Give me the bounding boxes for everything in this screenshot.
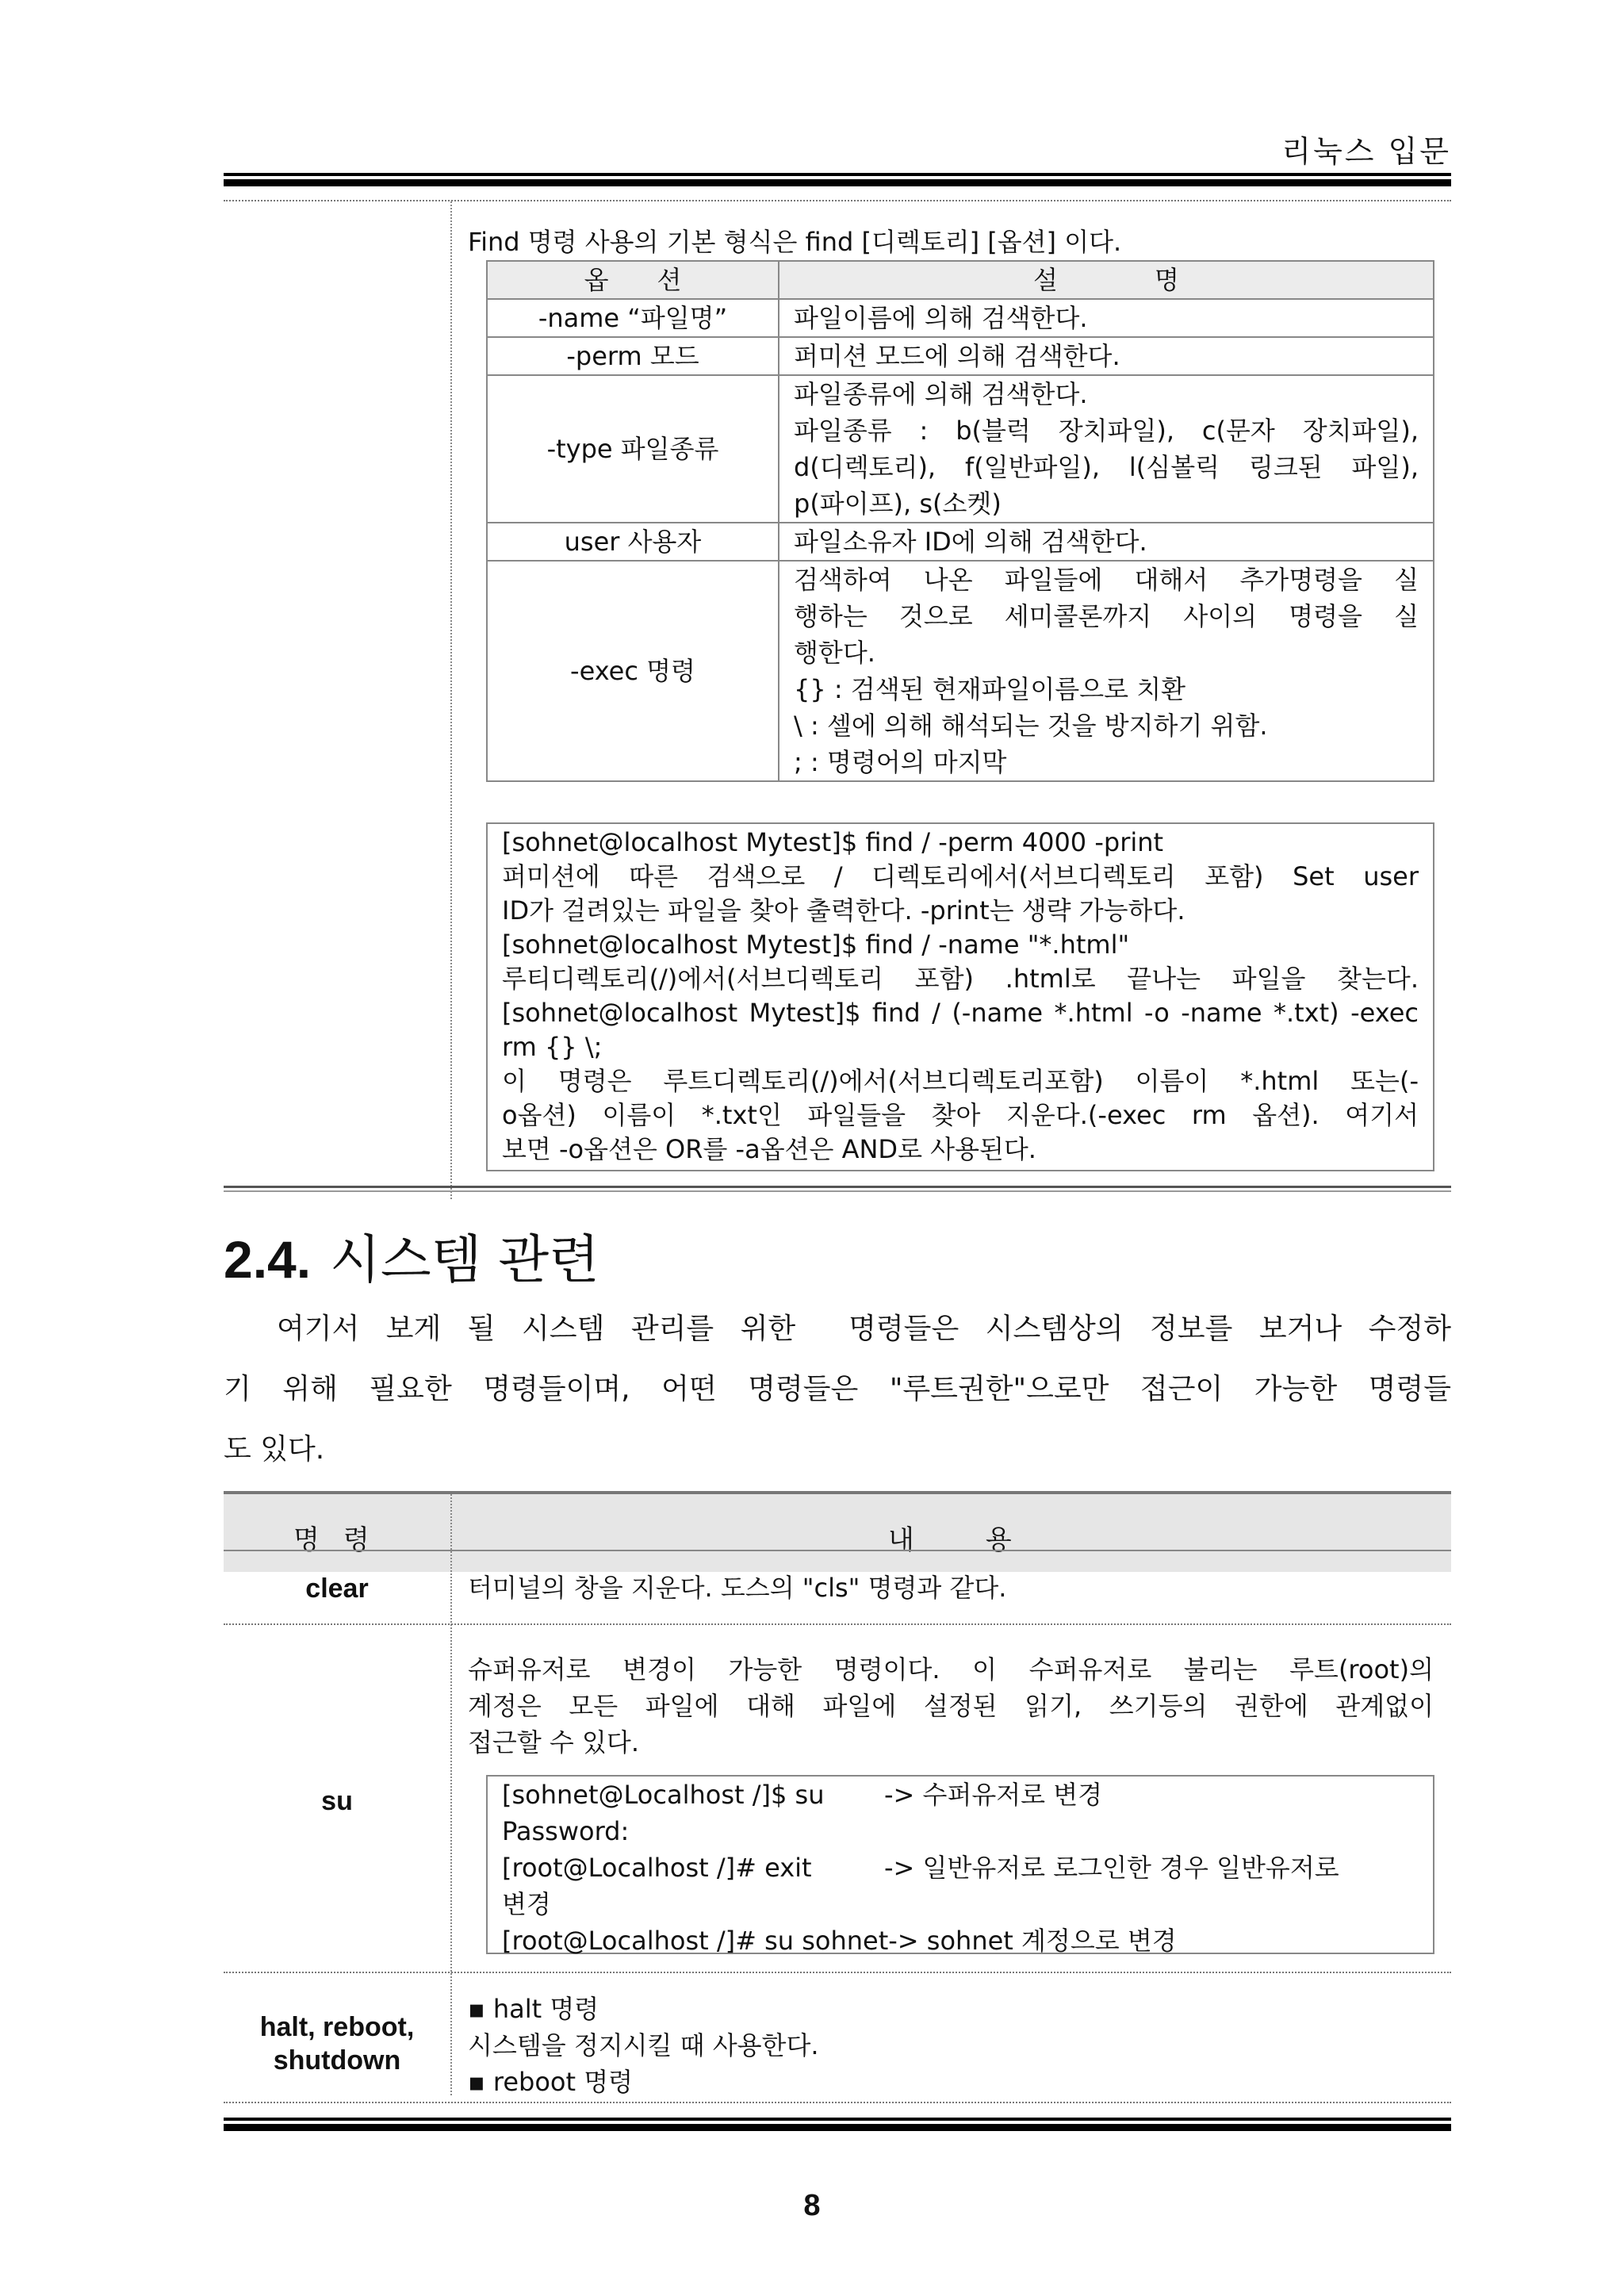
section-number: 2.4. (224, 1230, 312, 1289)
table-bottom-dots (224, 2102, 1451, 2103)
option-name: -type 파일종류 (487, 375, 779, 523)
command-name-halt (224, 2010, 450, 2077)
row-divider (224, 1623, 1451, 1625)
section-heading (224, 1217, 599, 1293)
command-name-line: halt, reboot, (259, 2012, 415, 2042)
table-row (487, 337, 1434, 375)
example-line: ID가 걸려있는 파일을 찾아 출력한다. -print는 생략 가능하다. (502, 895, 1185, 926)
section-rule (224, 1186, 1451, 1188)
example-line: Password: (502, 1816, 630, 1846)
description-line: 시스템을 정지시킬 때 사용한다. (468, 2030, 819, 2060)
command-name-line: shutdown (273, 2045, 401, 2076)
example-line: 보면 -o옵션은 OR를 -a옵션은 AND로 사용된다. (502, 1134, 1036, 1164)
footer-rule-thin (224, 2118, 1451, 2121)
option-name: user 사용자 (487, 523, 779, 561)
description-line: 퍼미션 모드에 의해 검색한다. (794, 341, 1120, 371)
example-command: [root@Localhost /]# exit (502, 1853, 812, 1883)
description-line: 파일이름에 의해 검색한다. (794, 303, 1088, 333)
option-description (779, 375, 1434, 523)
command-name-su: su (321, 1786, 353, 1816)
option-description (779, 561, 1434, 781)
section-rule-2 (224, 1190, 1451, 1192)
example-line: [sohnet@localhost Mytest]$ find / -perm 4000 -print (502, 827, 1164, 857)
example-line: [root@Localhost /]# su sohnet-> sohnet 계정으로 변경 (502, 1926, 1177, 1956)
option-name: -exec 명령 (487, 561, 779, 781)
description-line: 계정은 모든 파일에 대해 파일에 설정된 읽기, 쓰기등의 권한에 관계없이 (468, 1691, 1434, 1721)
example-line (502, 1777, 1419, 1813)
example-line: 변경 (502, 1889, 551, 1919)
command-desc-su (468, 1651, 1434, 1761)
description-line: 행하는 것으로 세미콜론까지 사이의 명령을 실 (794, 601, 1419, 631)
description-line: 검색하여 나온 파일들에 대해서 추가명령을 실 (794, 565, 1419, 595)
example-note: -> 수퍼유저로 변경 (884, 1780, 1103, 1810)
row-divider (224, 1972, 1451, 1973)
example-line: 퍼미션에 따른 검색으로 / 디렉토리에서(서브디렉토리 포함) Set user (502, 861, 1419, 891)
paragraph-line: 기 위해 필요한 명령들이며, 어떤 명령들은 "루트권한"으로만 접근이 가능한 명령들 (224, 1373, 1451, 1405)
description-line: 파일종류에 의해 검색한다. (794, 379, 1088, 409)
find-options-table (486, 260, 1434, 782)
page-number: 8 (803, 2189, 821, 2222)
description-line: 파일소유자 ID에 의해 검색한다. (794, 527, 1147, 557)
footer-rule-thick (224, 2124, 1451, 2131)
command-column-header: 명령 (293, 1524, 393, 1556)
description-line: \ : 셀에 의해 해석되는 것을 방지하기 위함. (794, 711, 1268, 741)
table-row (487, 561, 1434, 781)
running-header: 리눅스 입문 (1281, 134, 1451, 169)
description-line: 접근할 수 있다. (468, 1727, 639, 1757)
section-title: 시스템 관련 (330, 1229, 599, 1290)
description-line: {} : 검색된 현재파일이름으로 치환 (794, 674, 1186, 704)
su-example-box (486, 1775, 1434, 1954)
command-desc-halt (468, 1991, 1434, 2100)
description-line: d(디렉토리), f(일반파일), l(심볼릭 링크된 파일), (794, 452, 1419, 482)
example-line: 루티디렉토리(/)에서(서브디렉토리 포함) .html로 끝나는 파일을 찾는다. (502, 964, 1419, 994)
option-name: -name “파일명” (487, 299, 779, 337)
content-column-header: 내용 (888, 1524, 1083, 1556)
example-line (502, 1849, 1419, 1886)
command-name-clear: clear (305, 1573, 369, 1604)
header-bottom-rule (224, 1550, 1451, 1551)
dotted-divider (224, 200, 1451, 201)
example-line: 이 명령은 루트디렉토리(/)에서(서브디렉토리포함) 이름이 *.html 또는(- (502, 1066, 1419, 1096)
commands-table-header (224, 1491, 1451, 1572)
example-line: rm {} \; (502, 1032, 603, 1062)
example-note: -> 일반유저로 로그인한 경우 일반유저로 (884, 1853, 1339, 1883)
table-row (487, 375, 1434, 523)
description-line: 행한다. (794, 638, 875, 668)
option-description (779, 523, 1434, 561)
command-desc-clear: 터미널의 창을 지운다. 도스의 "cls" 명령과 같다. (468, 1573, 1007, 1603)
header-rule-thick (224, 179, 1451, 186)
option-column-header: 옵 션 (487, 261, 779, 299)
description-line: ; : 명령어의 마지막 (794, 747, 1007, 777)
description-line: p(파이프), s(소켓) (794, 489, 1002, 519)
find-examples-box (486, 822, 1434, 1171)
table-row (487, 299, 1434, 337)
find-intro-text: Find 명령 사용의 기본 형식은 find [디렉토리] [옵션] 이다. (468, 227, 1122, 257)
option-name: -perm 모드 (487, 337, 779, 375)
description-line: 파일종류 : b(블럭 장치파일), c(문자 장치파일), (794, 416, 1419, 446)
description-line: 슈퍼유저로 변경이 가능한 명령이다. 이 수퍼유저로 불리는 루트(root)의 (468, 1654, 1434, 1685)
paragraph-line: 도 있다. (224, 1433, 325, 1466)
example-line: [sohnet@localhost Mytest]$ find / -name "*.html" (502, 930, 1130, 960)
column-divider (450, 201, 452, 1199)
description-line: ▪ halt 명령 (468, 1994, 599, 2024)
description-line: ▪ reboot 명령 (468, 2067, 634, 2097)
example-command: [sohnet@Localhost /]$ su (502, 1780, 825, 1810)
table-row (487, 523, 1434, 561)
example-line: o옵션) 이름이 *.txt인 파일들을 찾아 지운다.(-exec rm 옵션). 여기서 (502, 1100, 1419, 1130)
options-header-row (487, 261, 1434, 299)
example-line: [sohnet@localhost Mytest]$ find / (-name *.html -o -name *.txt) -exec (502, 998, 1419, 1028)
paragraph-line: 여기서 보게 될 시스템 관리를 위한 명령들은 시스템상의 정보를 보거나 수정하 (224, 1313, 1451, 1345)
header-rule-thin (224, 173, 1451, 176)
description-column-header: 설 명 (779, 261, 1434, 299)
option-description (779, 299, 1434, 337)
commands-column-divider (450, 1494, 452, 2095)
option-description (779, 337, 1434, 375)
intro-paragraph (224, 1299, 1451, 1480)
